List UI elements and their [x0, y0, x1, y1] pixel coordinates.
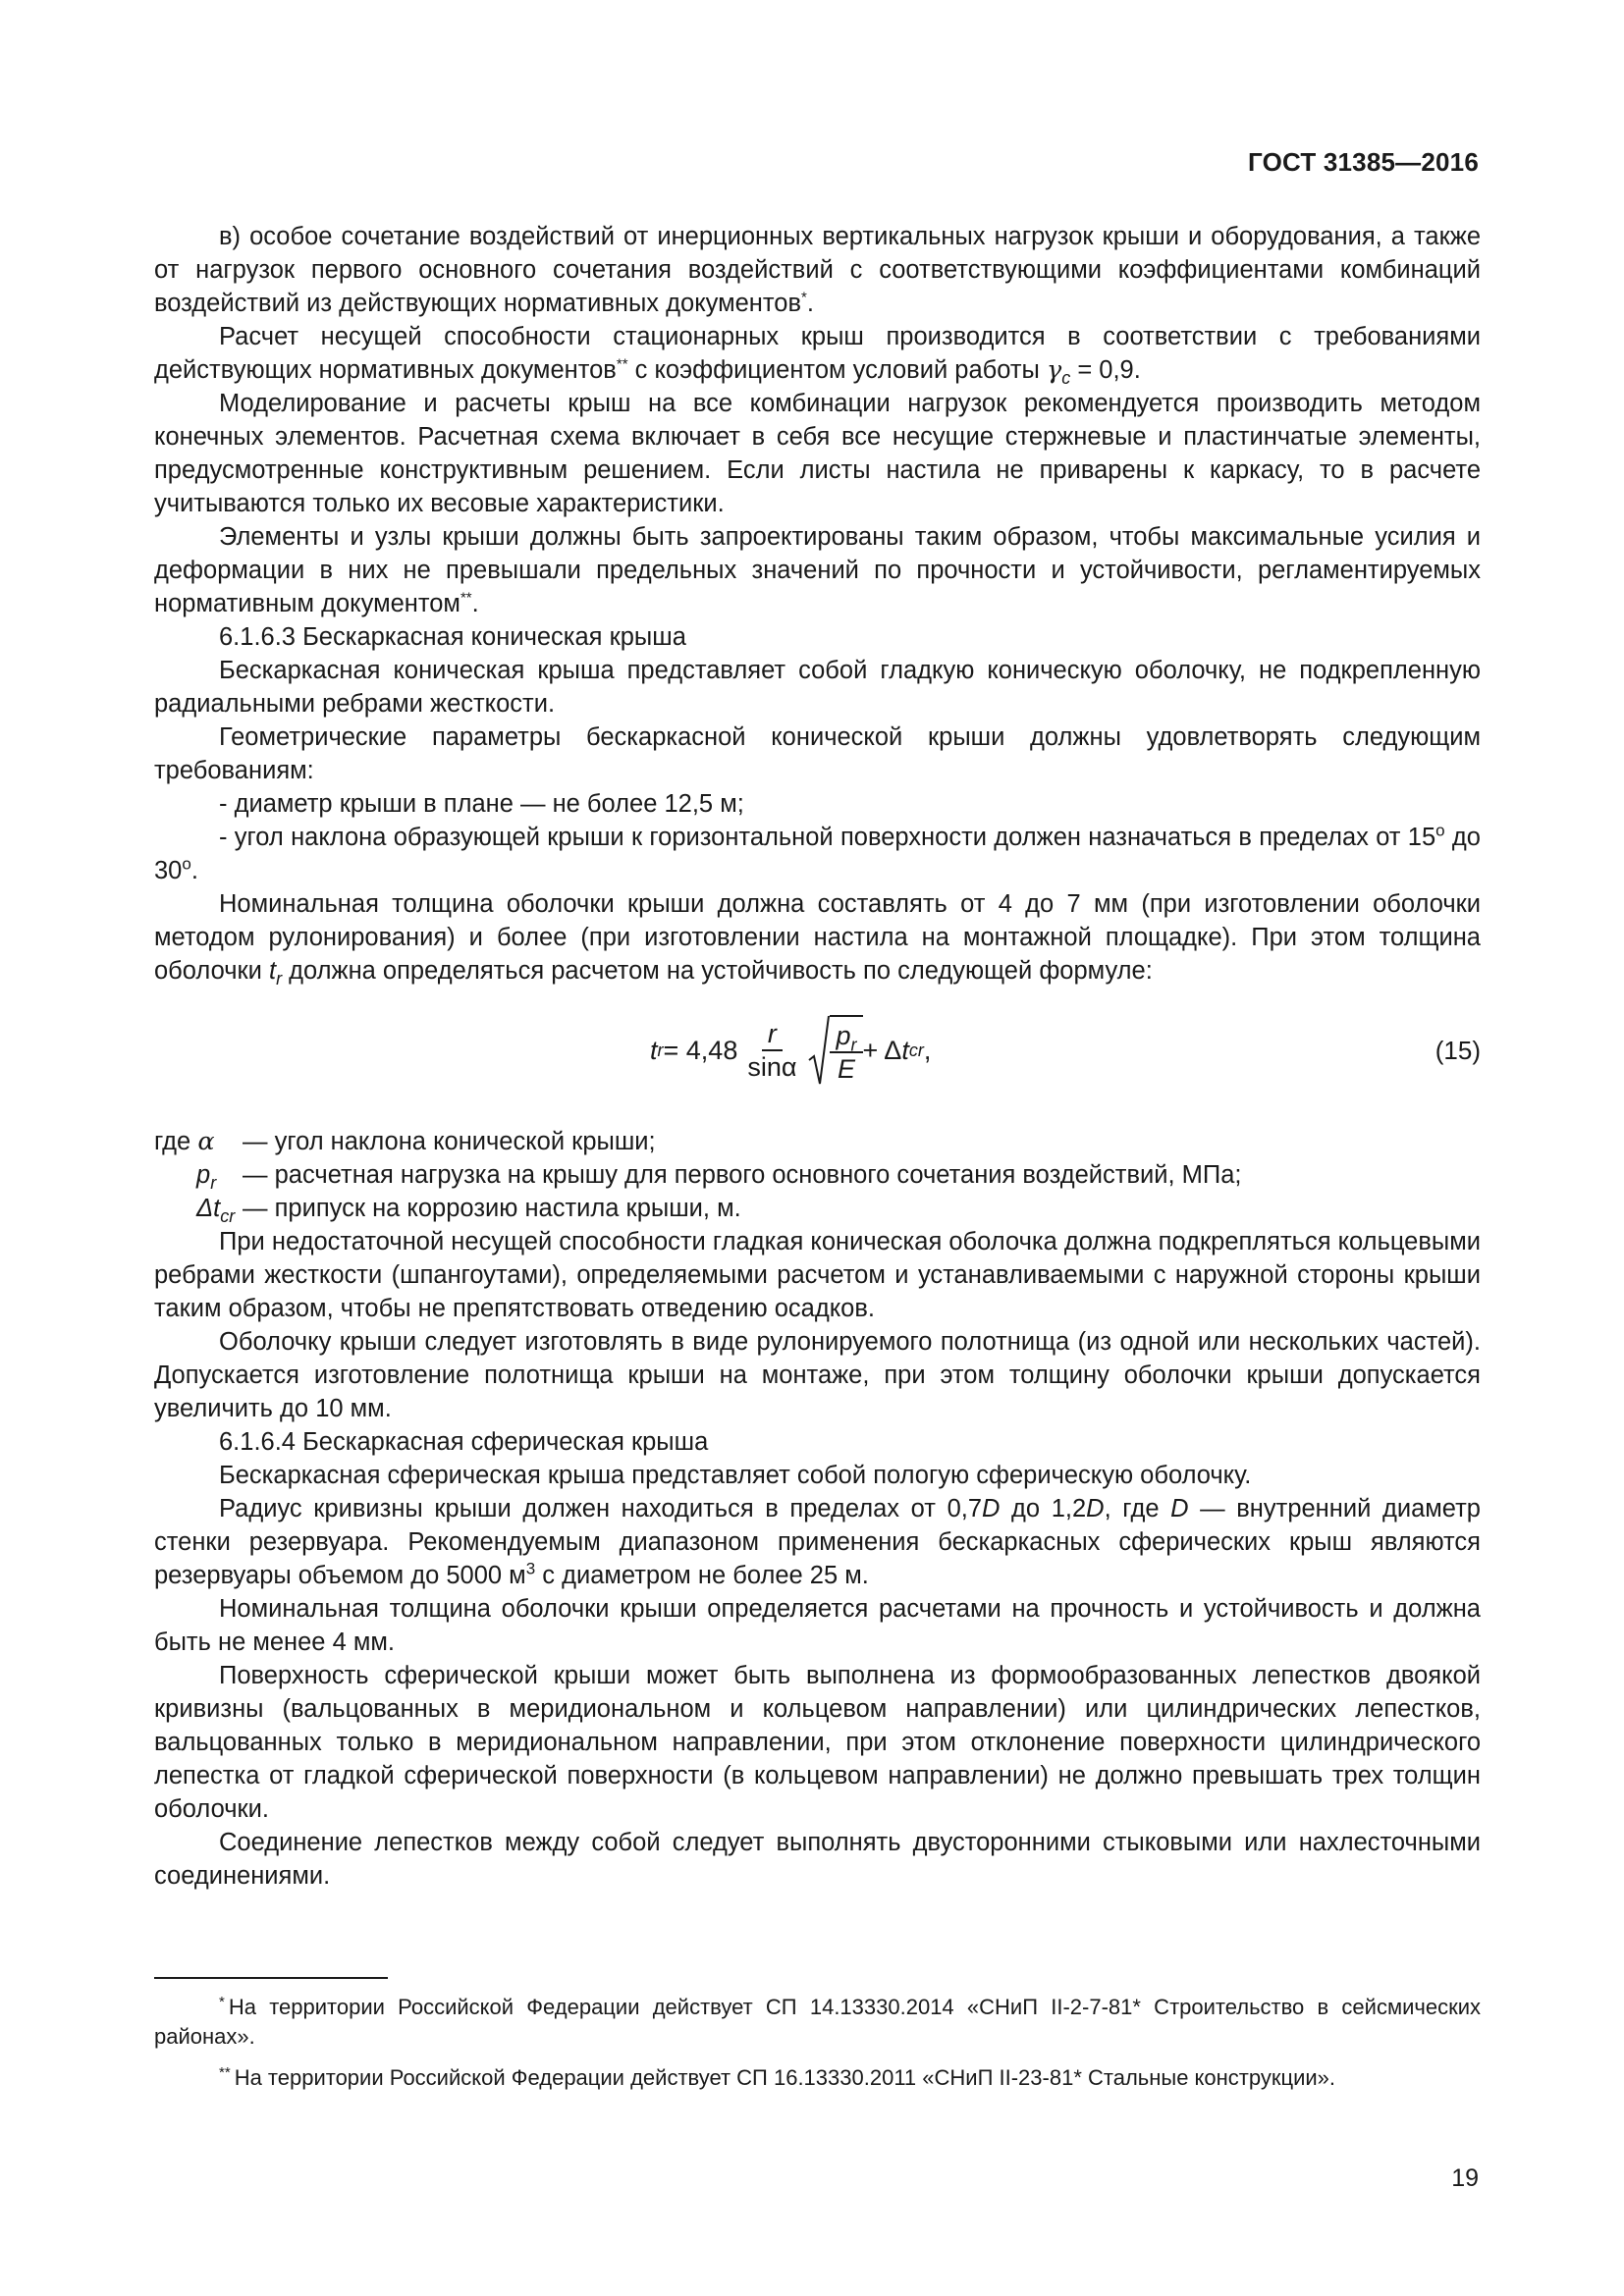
paragraph-modeling: Моделирование и расчеты крыш на все комбинации нагрузок рекомендуется производить методом конечных элементов. Расчетная схема включает в себя все несущие стержневые и пластинчатые элементы, предусмотренные конструктивным решением. Если листы настила не приварены к каркасу, то в расчете учитываются только их весовые характеристики.: [154, 390, 1481, 517]
formula-15: [154, 991, 1481, 1109]
list-item-diameter: - диаметр крыши в плане — не более 12,5 м;: [219, 790, 744, 818]
paragraph-special-combination: в) особое сочетание воздействий от инерционных вертикальных нагрузок крыши и оборудования, а также от нагрузок первого основного сочетания воздействий с соответствующими коэффициентами комбинаций воздействий из действующих нормативных документов*.: [154, 223, 1481, 317]
footnote-1: * На территории Российской Федерации действует СП 14.13330.2014 «СНиП II-2-7-81* Строительство в сейсмических районах».: [154, 1993, 1481, 2049]
paragraph-bearing-capacity: Расчет несущей способности стационарных крыш производится в соответствии с требованиями действующих нормативных документов** с коэффициентом условий работы $\gamma_c = 0,9$.: [154, 323, 1481, 389]
formula-expression: t r = 4,48 $\frac{r}{\sin\alpha}$ $\frac{p_r}{E}$ + Δ t cr ,: [650, 991, 931, 1109]
footnote-ref[interactable]: **: [460, 589, 472, 607]
paragraph-conical-definition: Бескаркасная коническая крыша представляет собой гладкую коническую оболочку, не подкрепленную радиальными ребрами жесткости.: [154, 657, 1481, 718]
paragraph-petals-surface: Поверхность сферической крыши может быть выполнена из формообразованных лепестков двоякой кривизны (вальцованных в меридиональном и кольцевом направлении) или цилиндрических лепестков, вальцованных только в меридиональном направлении, при этом отклонение поверхности цилиндрического лепестка от гладкой сферической поверхности (в кольцевом направлении) не должно превышать трех толщин оболочки.: [154, 1662, 1481, 1823]
paragraph-petals-joints: Соединение лепестков между собой следует выполнять двусторонними стыковыми или нахлесточными соединениями.: [154, 1829, 1481, 1890]
paragraph-nominal-thickness: Номинальная толщина оболочки крыши должна составлять от 4 до 7 мм (при изготовлении оболочки методом рулонирования) и более (при изготовлении настила на монтажной площадке). При этом толщина оболочки $t_r$ должна определяться расчетом на устойчивость по следующей формуле:: [154, 890, 1481, 989]
main-text: [154, 220, 1481, 1893]
list-item-angle: - угол наклона образующей крыши к горизонтальной поверхности должен назначаться в пределах от 15$^o$ до 30$^o$.: [154, 821, 1481, 884]
legend-row-alpha: где α — угол наклона конической крыши;: [154, 1127, 656, 1156]
paragraph-spherical-thickness: Номинальная толщина оболочки крыши определяется расчетами на прочность и устойчивость и должна быть не менее 4 мм.: [154, 1595, 1481, 1656]
page-number: 19: [1451, 2164, 1479, 2192]
footnote-ref[interactable]: **: [616, 355, 628, 373]
formula-legend: [154, 1125, 1481, 1225]
footnote-2: ** На территории Российской Федерации действует СП 16.13330.2011 «СНиП II-23-81* Стальные конструкции».: [219, 2063, 1336, 2090]
footnote-ref[interactable]: *: [801, 289, 807, 306]
paragraph-curvature-radius: Радиус кривизны крыши должен находиться в пределах от 0,7D до 1,2D, где D — внутренний диаметр стенки резервуара. Рекомендуемым диапазоном применения бескаркасных сферических крыш являются резервуары объемом до 5000 $м^3$ с диаметром не более 25 м.: [154, 1495, 1481, 1589]
paragraph-insufficient-capacity: При недостаточной несущей способности гладкая коническая оболочка должна подкрепляться кольцевыми ребрами жесткости (шпангоутами), определяемыми расчетом и устанавливаемыми с наружной стороны крыши таким образом, чтобы не препятствовать отведению осадков.: [154, 1228, 1481, 1322]
paragraph-elements: Элементы и узлы крыши должны быть запроектированы таким образом, чтобы максимальные усилия и деформации в них не превышали предельных значений по прочности и устойчивости, регламентируемых нормативным документом**.: [154, 523, 1481, 617]
section-heading-6-1-6-4: 6.1.6.4 Бескаркасная сферическая крыша: [219, 1428, 709, 1456]
paragraph-geometric-params: Геометрические параметры бескаркасной конической крыши должны удовлетворять следующим требованиям:: [154, 723, 1481, 784]
footnotes: [154, 1977, 1481, 2105]
fraction-r-over-sin: $\frac{r}{\sin\alpha}$: [747, 1019, 797, 1082]
document-code-header: ГОСТ 31385—2016: [1248, 147, 1479, 177]
square-root: [808, 1015, 862, 1086]
fraction-p-over-e: $\frac{p_r}{E}$: [830, 1020, 862, 1085]
formula-number: (15): [1435, 1036, 1481, 1065]
paragraph-rolled-sheet: Оболочку крыши следует изготовлять в виде рулонируемого полотнища (из одной или нескольких частей). Допускается изготовление полотнища крыши на монтаже, при этом толщину оболочки крыши допускается увеличить до 10 мм.: [154, 1328, 1481, 1422]
footnote-divider: [154, 1977, 388, 1979]
legend-row-pressure: $p_r$ — расчетная нагрузка на крышу для первого основного сочетания воздействий, МПа;: [196, 1161, 1242, 1194]
radical-sign-icon: [808, 1015, 830, 1086]
section-heading-6-1-6-3: 6.1.6.3 Бескаркасная коническая крыша: [219, 623, 686, 651]
legend-row-corrosion: $\Delta t_{cr}$ — припуск на коррозию настила крыши, м.: [196, 1195, 741, 1227]
paragraph-spherical-definition: Бескаркасная сферическая крыша представляет собой пологую сферическую оболочку.: [219, 1462, 1252, 1489]
